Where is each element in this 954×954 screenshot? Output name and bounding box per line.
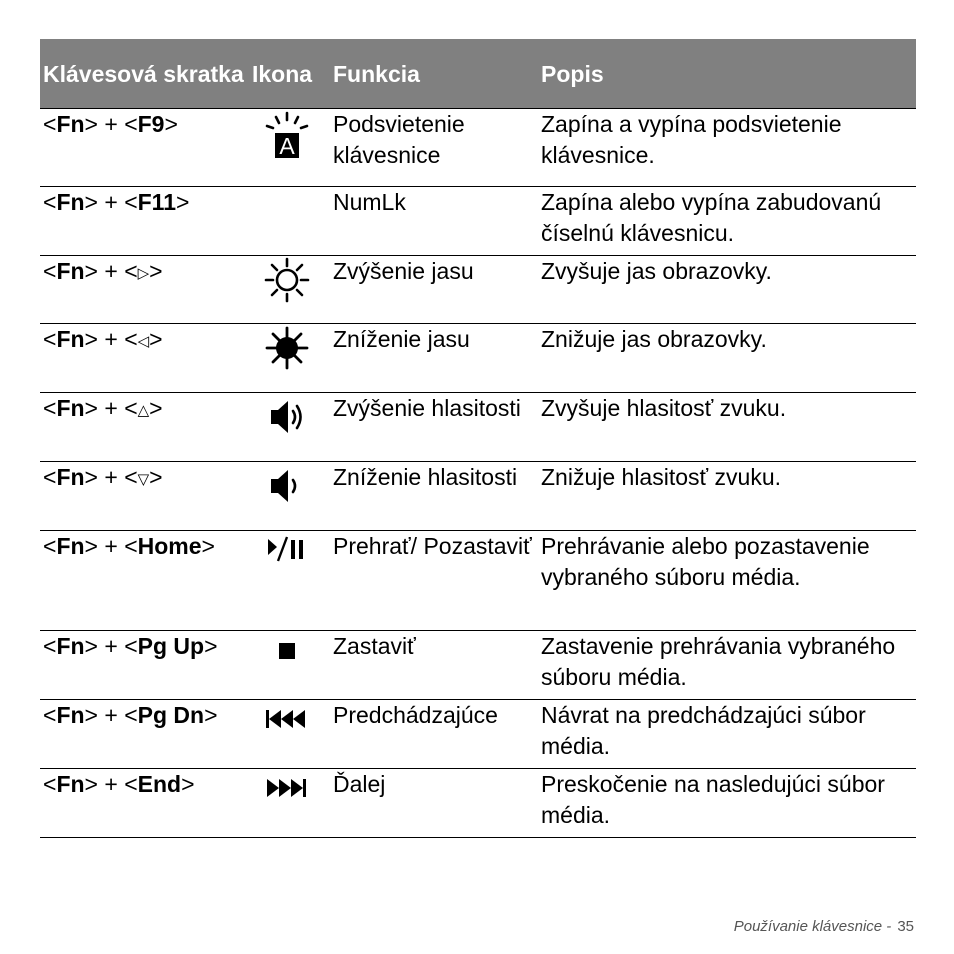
shortcut-cell	[40, 769, 244, 838]
shortcut-cell	[40, 109, 244, 187]
key-combo: <Fn> + <Pg Up>	[43, 633, 218, 659]
modifier-key: Fn	[56, 633, 85, 659]
function-cell: Zníženie jasu	[330, 324, 538, 393]
table-header-row	[40, 39, 916, 109]
shortcut-cell	[40, 256, 244, 324]
table-row	[40, 109, 916, 187]
modifier-key: Fn	[56, 189, 85, 215]
key-combo: <Fn> + <F9>	[43, 111, 178, 137]
key-combo: <Fn> + <Pg Dn>	[43, 702, 218, 728]
modifier-key: Fn	[56, 771, 85, 797]
table-row	[40, 631, 916, 700]
modifier-key: Fn	[56, 258, 85, 284]
description-cell: Zvyšuje hlasitosť zvuku.	[538, 393, 916, 462]
volume-down-icon	[263, 462, 311, 518]
main-key: Pg Dn	[137, 702, 205, 728]
description-cell: Zastavenie prehrávania vybraného súboru média.	[538, 631, 916, 700]
shortcut-cell	[40, 393, 244, 462]
shortcut-cell	[40, 187, 244, 256]
main-key: F9	[137, 111, 165, 137]
description-cell: Preskočenie na nasledujúci súbor média.	[538, 769, 916, 838]
shortcut-cell	[40, 531, 244, 631]
main-key: ▽	[137, 471, 150, 488]
key-combo: <Fn> + <▷>	[43, 258, 163, 284]
modifier-key: Fn	[56, 533, 85, 559]
stop-icon	[263, 631, 311, 679]
brightness-down-icon	[263, 324, 311, 380]
function-cell: Prehrať/ Pozastaviť	[330, 531, 538, 631]
modifier-key: Fn	[56, 702, 85, 728]
table-row	[40, 324, 916, 393]
icon-cell	[244, 700, 330, 769]
key-combo: <Fn> + <End>	[43, 771, 195, 797]
main-key: Pg Up	[137, 633, 205, 659]
icon-cell	[244, 769, 330, 838]
function-cell: Ďalej	[330, 769, 538, 838]
keyboard-backlight-icon	[263, 109, 311, 173]
function-cell: Zníženie hlasitosti	[330, 462, 538, 531]
main-key: △	[137, 402, 150, 419]
main-key: Home	[137, 533, 202, 559]
shortcut-table	[40, 39, 916, 838]
function-cell: Zvýšenie jasu	[330, 256, 538, 324]
function-cell: Zvýšenie hlasitosti	[330, 393, 538, 462]
shortcut-cell	[40, 462, 244, 531]
description-cell: Zapína a vypína podsvietenie klávesnice.	[538, 109, 916, 187]
shortcut-cell	[40, 324, 244, 393]
function-cell: Predchádzajúce	[330, 700, 538, 769]
icon-cell	[244, 324, 330, 393]
page-footer	[734, 918, 914, 935]
table-row	[40, 256, 916, 324]
shortcut-cell	[40, 631, 244, 700]
table-row	[40, 700, 916, 769]
shortcut-cell	[40, 700, 244, 769]
description-cell: Návrat na predchádzajúci súbor média.	[538, 700, 916, 769]
main-key: End	[137, 771, 182, 797]
table-row	[40, 462, 916, 531]
page-number: 35	[897, 918, 914, 935]
svg-text:A: A	[279, 133, 295, 159]
key-combo: <Fn> + <△>	[43, 395, 163, 421]
key-combo: <Fn> + <◁>	[43, 326, 163, 352]
table-row	[40, 187, 916, 256]
play-pause-icon	[263, 531, 311, 579]
brightness-up-icon	[263, 256, 311, 312]
description-cell: Zapína alebo vypína zabudovanú číselnú klávesnicu.	[538, 187, 916, 256]
previous-track-icon	[263, 700, 311, 748]
function-cell: Podsvietenie klávesnice	[330, 109, 538, 187]
function-cell: Zastaviť	[330, 631, 538, 700]
header-shortcut: Klávesová skratka	[40, 39, 244, 109]
volume-up-icon	[263, 393, 311, 449]
footer-section: Používanie klávesnice -	[733, 918, 892, 935]
description-cell: Zvyšuje jas obrazovky.	[538, 256, 916, 324]
main-key: F11	[137, 189, 176, 215]
key-combo: <Fn> + <▽>	[43, 464, 163, 490]
table-row	[40, 769, 916, 838]
function-cell: NumLk	[330, 187, 538, 256]
main-key: ◁	[137, 333, 150, 350]
key-combo: <Fn> + <F11>	[43, 189, 190, 215]
next-track-icon	[263, 769, 311, 817]
description-cell: Znižuje hlasitosť zvuku.	[538, 462, 916, 531]
icon-cell	[244, 109, 330, 187]
header-description: Popis	[538, 39, 916, 109]
header-icon: Ikona	[244, 39, 330, 109]
modifier-key: Fn	[56, 111, 85, 137]
icon-cell	[244, 462, 330, 531]
icon-cell	[244, 256, 330, 324]
icon-cell	[244, 187, 330, 256]
modifier-key: Fn	[56, 395, 85, 421]
table-row	[40, 393, 916, 462]
header-function: Funkcia	[330, 39, 538, 109]
icon-cell	[244, 531, 330, 631]
description-cell: Znižuje jas obrazovky.	[538, 324, 916, 393]
table-row	[40, 531, 916, 631]
modifier-key: Fn	[56, 326, 85, 352]
icon-cell	[244, 393, 330, 462]
icon-cell	[244, 631, 330, 700]
main-key: ▷	[137, 265, 150, 282]
description-cell: Prehrávanie alebo pozastavenie vybraného súboru média.	[538, 531, 916, 631]
key-combo: <Fn> + <Home>	[43, 533, 215, 559]
modifier-key: Fn	[56, 464, 85, 490]
